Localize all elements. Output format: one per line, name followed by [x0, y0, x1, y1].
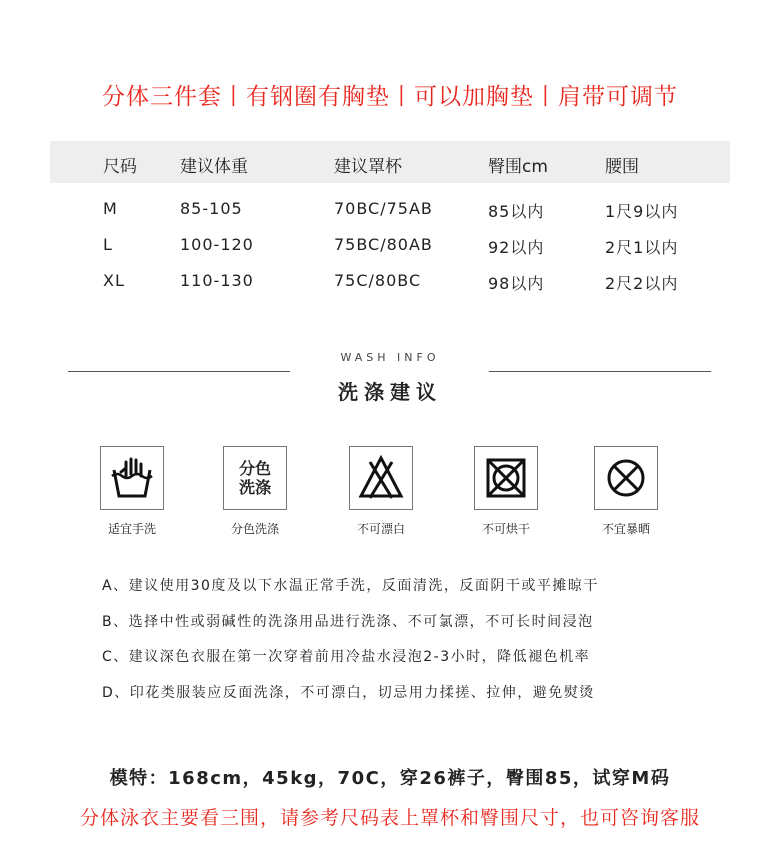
table-cell: XL	[103, 271, 125, 290]
no-tumble-dry-icon-box	[474, 446, 538, 510]
no-bleach-icon-box	[349, 446, 413, 510]
no-bleach-icon	[355, 452, 407, 504]
table-cell: M	[103, 199, 118, 218]
hand-wash-icon-box	[100, 446, 164, 510]
table-cell: 1尺9以内	[605, 202, 679, 221]
wash-heading: 洗涤建议	[338, 380, 442, 404]
header-hip: 臀围cm	[488, 157, 548, 177]
divider-right	[489, 371, 711, 372]
no-sun-dry-icon	[600, 452, 652, 504]
table-cell: 85-105	[180, 199, 243, 218]
table-cell: 75BC/80AB	[334, 235, 433, 254]
header-waist: 腰围	[605, 157, 639, 177]
table-cell: 92以内	[488, 238, 545, 257]
care-instruction-b: B、选择中性或弱碱性的洗涤用品进行洗涤、不可氯漂，不可长时间浸泡	[102, 614, 594, 630]
table-cell: 2尺1以内	[605, 238, 679, 257]
header-weight: 建议体重	[180, 157, 248, 177]
table-cell: L	[103, 235, 113, 254]
table-cell: 75C/80BC	[334, 271, 422, 290]
no-tumble-dry-caption: 不可烘干	[481, 522, 530, 536]
table-cell: 110-130	[180, 271, 254, 290]
separate-wash-label-bottom: 洗涤	[238, 478, 271, 497]
separate-wash-caption: 分色洗涤	[230, 522, 279, 536]
separate-wash-icon	[223, 446, 287, 510]
table-cell: 98以内	[488, 274, 545, 293]
header-size: 尺码	[103, 157, 137, 177]
hand-wash-icon	[106, 452, 158, 504]
no-tumble-dry-icon	[480, 452, 532, 504]
sizing-note: 分体泳衣主要看三围，请参考尺码表上罩杯和臀围尺寸，也可咨询客服	[79, 807, 700, 829]
table-cell: 2尺2以内	[605, 274, 679, 293]
hand-wash-caption: 适宜手洗	[107, 522, 156, 536]
product-title: 分体三件套丨有钢圈有胸垫丨可以加胸垫丨肩带可调节	[102, 84, 678, 110]
care-instruction-c: C、建议深色衣服在第一次穿着前用冷盐水浸泡2-3小时，降低褪色机率	[102, 649, 591, 665]
no-sun-dry-icon-box	[594, 446, 658, 510]
separate-wash-label-top: 分色	[238, 459, 271, 478]
care-instruction-a: A、建议使用30度及以下水温正常手洗，反面清洗，反面阴干或平摊晾干	[102, 578, 599, 594]
table-cell: 100-120	[180, 235, 254, 254]
divider-left	[68, 371, 290, 372]
table-cell: 85以内	[488, 202, 545, 221]
header-cup: 建议罩杯	[334, 157, 402, 177]
no-sun-dry-caption: 不宜暴晒	[601, 522, 650, 536]
table-cell: 70BC/75AB	[334, 199, 433, 218]
care-instruction-d: D、印花类服装应反面洗涤，不可漂白，切忌用力揉搓、拉伸，避免熨烫	[102, 685, 595, 701]
model-info: 模特：168cm，45kg，70C，穿26裤子，臀围85，试穿M码	[109, 768, 671, 789]
wash-info-label: WASH INFO	[340, 351, 440, 364]
no-bleach-caption: 不可漂白	[356, 522, 405, 536]
